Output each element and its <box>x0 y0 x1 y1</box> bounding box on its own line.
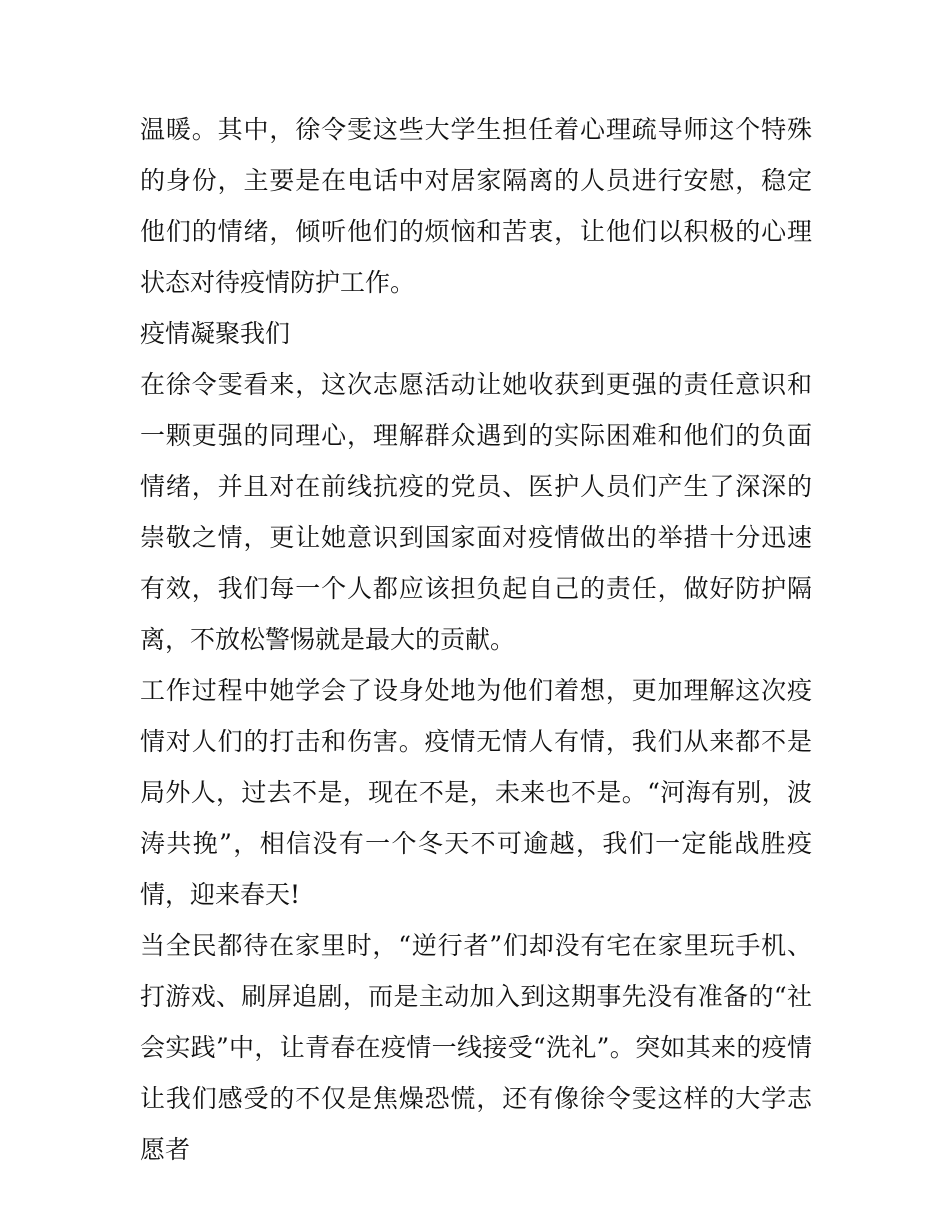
paragraph-empathy: 工作过程中她学会了设身处地为他们着想，更加理解这次疫情对人们的打击和伤害。疫情无情人有情，我们从来都不是局外人，过去不是，现在不是，未来也不是。“河海有别，波涛共挽”，相信没有一个冬天不可逾越，我们一定能战胜疫情，迎来春天! <box>140 676 812 909</box>
section-heading: 疫情凝聚我们 <box>140 319 291 348</box>
document-body <box>140 104 812 1175</box>
paragraph-volunteers: 当全民都待在家里时，“逆行者”们却没有宅在家里玩手机、打游戏、刷屏追剧，而是主动加入到这期事先没有准备的“社会实践”中，让青春在疫情一线接受“洗礼”。突如其来的疫情让我们感受的不仅是焦燥恐慌，还有像徐令雯这样的大学志愿者 <box>140 931 812 1164</box>
paragraph-intro: 温暖。其中，徐令雯这些大学生担任着心理疏导师这个特殊的身份，主要是在电话中对居家隔离的人员进行安慰，稳定他们的情绪，倾听他们的烦恼和苦衷，让他们以积极的心理状态对待疫情防护工作。 <box>140 115 812 297</box>
paragraph-responsibility: 在徐令雯看来，这次志愿活动让她收获到更强的责任意识和一颗更强的同理心，理解群众遇到的实际困难和他们的负面情绪，并且对在前线抗疫的党员、医护人员们产生了深深的崇敬之情，更让她意识到国家面对疫情做出的举措十分迅速有效，我们每一个人都应该担负起自己的责任，做好防护隔离，不放松警惕就是最大的贡献。 <box>140 370 812 654</box>
